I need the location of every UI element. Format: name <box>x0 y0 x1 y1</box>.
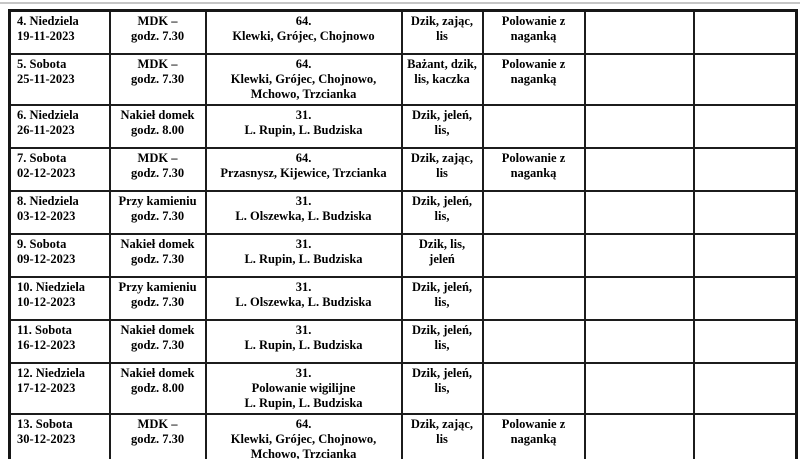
cell-game <box>402 234 483 277</box>
cell-line: Polowanie z <box>501 150 566 165</box>
cell-line: 64. <box>295 14 312 28</box>
cell-empty-2 <box>694 414 797 459</box>
cell-meeting-place <box>110 414 206 459</box>
cell-date <box>10 234 110 277</box>
cell-hunt-type <box>483 320 585 363</box>
cell-line: Polowanie wigilijne <box>251 380 356 395</box>
cell-hunt-type <box>483 234 585 277</box>
cell-line: Dzik, zając, <box>410 14 474 28</box>
cell-line: lis, <box>434 380 450 395</box>
cell-empty-2 <box>694 363 797 414</box>
cell-line: Dzik, jeleń, <box>411 107 473 122</box>
cell-line: naganką <box>510 165 557 180</box>
cell-meeting-place <box>110 54 206 105</box>
cell-line: 6. Niedziela <box>17 107 79 122</box>
cell-line: godz. 7.30 <box>130 29 185 43</box>
cell-meeting-place <box>110 191 206 234</box>
cell-line: 31. <box>295 322 312 337</box>
cell-empty-2 <box>694 320 797 363</box>
cell-meeting-place <box>110 320 206 363</box>
cell-empty-2 <box>694 105 797 148</box>
cell-line: godz. 7.30 <box>130 337 185 352</box>
cell-hunt-type <box>483 148 585 191</box>
cell-district <box>206 191 402 234</box>
cell-meeting-place <box>110 148 206 191</box>
cell-date <box>10 105 110 148</box>
cell-line: 64. <box>295 150 312 165</box>
cell-date <box>10 11 110 54</box>
cell-line: Klewki, Grójec, Chojnowo, <box>230 431 377 446</box>
cell-line: 64. <box>295 416 312 431</box>
cell-line: Nakieł domek <box>120 107 195 122</box>
cell-line: L. Rupin, L. Budziska <box>244 122 363 137</box>
cell-line: Klewki, Grójec, Chojnowo <box>232 29 375 43</box>
cell-empty-2 <box>694 191 797 234</box>
cell-line: 19-11-2023 <box>17 29 75 43</box>
table-row <box>10 414 797 459</box>
cell-date <box>10 148 110 191</box>
cell-game <box>402 191 483 234</box>
cell-line: 09-12-2023 <box>17 251 76 266</box>
cell-empty-1 <box>585 54 694 105</box>
cell-line: Bażant, dzik, <box>407 56 477 71</box>
cell-line: godz. 7.30 <box>130 251 185 266</box>
cell-empty-1 <box>585 414 694 459</box>
cell-game <box>402 320 483 363</box>
cell-district <box>206 234 402 277</box>
cell-district <box>206 148 402 191</box>
cell-line: 31. <box>295 236 312 251</box>
cell-line: L. Rupin, L. Budziska <box>244 337 363 352</box>
cell-line: 4. Niedziela <box>17 14 79 28</box>
cell-game <box>402 363 483 414</box>
cell-empty-1 <box>585 363 694 414</box>
cell-hunt-type <box>483 363 585 414</box>
cell-hunt-type <box>483 11 585 54</box>
cell-line: Mchowo, Trzcianka <box>250 86 357 101</box>
cell-date <box>10 414 110 459</box>
cell-meeting-place <box>110 11 206 54</box>
cell-line: naganką <box>510 71 557 86</box>
scan-artifact-line <box>0 2 800 4</box>
cell-line: 9. Sobota <box>17 236 67 251</box>
cell-game <box>402 54 483 105</box>
cell-line: 7. Sobota <box>17 150 67 165</box>
cell-district <box>206 105 402 148</box>
cell-line: godz. 7.30 <box>130 165 185 180</box>
cell-line: godz. 8.00 <box>130 380 185 395</box>
hunting-schedule-table <box>8 9 798 459</box>
cell-date <box>10 191 110 234</box>
cell-game <box>402 105 483 148</box>
cell-line: godz. 7.30 <box>130 208 185 223</box>
cell-line: 31. <box>295 193 312 208</box>
cell-line: Dzik, jeleń, <box>411 365 473 380</box>
cell-hunt-type <box>483 414 585 459</box>
cell-line: godz. 7.30 <box>130 294 185 309</box>
cell-empty-1 <box>585 320 694 363</box>
cell-line: Dzik, lis, <box>418 236 466 251</box>
cell-line: godz. 7.30 <box>130 431 185 446</box>
table-row <box>10 320 797 363</box>
cell-date <box>10 54 110 105</box>
cell-line: 02-12-2023 <box>17 165 76 180</box>
cell-line: 25-11-2023 <box>17 71 75 86</box>
cell-empty-2 <box>694 234 797 277</box>
cell-line: Nakieł domek <box>120 236 195 251</box>
cell-game <box>402 148 483 191</box>
cell-line: L. Rupin, L. Budziska <box>244 251 363 266</box>
cell-line: 16-12-2023 <box>17 337 76 352</box>
cell-district <box>206 320 402 363</box>
cell-line: Dzik, jeleń, <box>411 279 473 294</box>
cell-line: Dzik, zając, <box>410 150 474 165</box>
cell-line: lis, kaczka <box>414 71 470 86</box>
cell-empty-1 <box>585 105 694 148</box>
cell-line: Polowanie z <box>501 416 566 431</box>
table-row <box>10 191 797 234</box>
cell-line: 17-12-2023 <box>17 380 76 395</box>
cell-line: L. Olszewka, L. Budziska <box>235 294 372 309</box>
cell-hunt-type <box>483 191 585 234</box>
table-row <box>10 363 797 414</box>
cell-line: MDK – <box>137 56 178 71</box>
cell-line: 12. Niedziela <box>17 365 86 380</box>
cell-meeting-place <box>110 105 206 148</box>
cell-district <box>206 277 402 320</box>
cell-date <box>10 363 110 414</box>
cell-meeting-place <box>110 277 206 320</box>
cell-game <box>402 277 483 320</box>
table-row <box>10 105 797 148</box>
cell-line: naganką <box>510 431 557 446</box>
cell-line: jeleń <box>429 251 455 266</box>
cell-line: MDK – <box>137 416 178 431</box>
cell-line: lis <box>436 165 448 180</box>
table-row <box>10 277 797 320</box>
cell-empty-2 <box>694 148 797 191</box>
cell-line: lis, <box>434 294 450 309</box>
cell-game <box>402 414 483 459</box>
cell-line: Polowanie z <box>501 56 566 71</box>
cell-line: lis, <box>434 337 450 352</box>
cell-line: Przasnysz, Kijewice, Trzcianka <box>220 165 387 180</box>
cell-line: 5. Sobota <box>17 56 67 71</box>
cell-line: lis <box>436 431 448 446</box>
cell-line: 11. Sobota <box>17 322 72 337</box>
cell-meeting-place <box>110 363 206 414</box>
cell-district <box>206 363 402 414</box>
cell-meeting-place <box>110 234 206 277</box>
cell-line: Dzik, jeleń, <box>411 193 473 208</box>
cell-hunt-type <box>483 54 585 105</box>
cell-hunt-type <box>483 105 585 148</box>
cell-line: godz. 7.30 <box>130 71 185 86</box>
cell-empty-1 <box>585 11 694 54</box>
cell-line: 8. Niedziela <box>17 193 79 208</box>
cell-line: MDK – <box>137 14 178 28</box>
cell-empty-2 <box>694 277 797 320</box>
cell-line: Nakieł domek <box>120 322 195 337</box>
cell-line: L. Olszewka, L. Budziska <box>235 208 372 223</box>
table-row <box>10 234 797 277</box>
cell-date <box>10 320 110 363</box>
cell-line: L. Rupin, L. Budziska <box>244 395 363 410</box>
table-row <box>10 148 797 191</box>
cell-empty-2 <box>694 11 797 54</box>
cell-empty-2 <box>694 54 797 105</box>
cell-line: MDK – <box>137 150 178 165</box>
cell-line: 03-12-2023 <box>17 208 76 223</box>
cell-line: 10. Niedziela <box>17 279 86 294</box>
cell-line: Mchowo, Trzcianka <box>250 446 357 459</box>
cell-line: Dzik, zając, <box>410 416 474 431</box>
cell-line: Przy kamieniu <box>118 193 197 208</box>
cell-district <box>206 414 402 459</box>
cell-line: 31. <box>295 107 312 122</box>
cell-date <box>10 277 110 320</box>
cell-line: 31. <box>295 365 312 380</box>
schedule-rows <box>10 11 797 459</box>
cell-line: Przy kamieniu <box>118 279 197 294</box>
cell-line: 64. <box>295 56 312 71</box>
cell-line: Polowanie z <box>501 14 566 28</box>
cell-line: Nakieł domek <box>120 365 195 380</box>
cell-empty-1 <box>585 234 694 277</box>
cell-empty-1 <box>585 148 694 191</box>
cell-line: lis, <box>434 208 450 223</box>
table-row <box>10 11 797 54</box>
cell-line: 10-12-2023 <box>17 294 76 309</box>
cell-game <box>402 11 483 54</box>
cell-line: 13. Sobota <box>17 416 73 431</box>
cell-line: lis <box>436 29 448 43</box>
cell-line: Dzik, jeleń, <box>411 322 473 337</box>
cell-line: 26-11-2023 <box>17 122 75 137</box>
table-row <box>10 54 797 105</box>
cell-empty-1 <box>585 277 694 320</box>
cell-line: 30-12-2023 <box>17 431 76 446</box>
cell-district <box>206 54 402 105</box>
cell-line: godz. 8.00 <box>130 122 185 137</box>
cell-line: lis, <box>434 122 450 137</box>
cell-line: 31. <box>295 279 312 294</box>
cell-district <box>206 11 402 54</box>
cell-hunt-type <box>483 277 585 320</box>
cell-line: naganką <box>510 29 557 43</box>
cell-line: Klewki, Grójec, Chojnowo, <box>230 71 377 86</box>
cell-empty-1 <box>585 191 694 234</box>
